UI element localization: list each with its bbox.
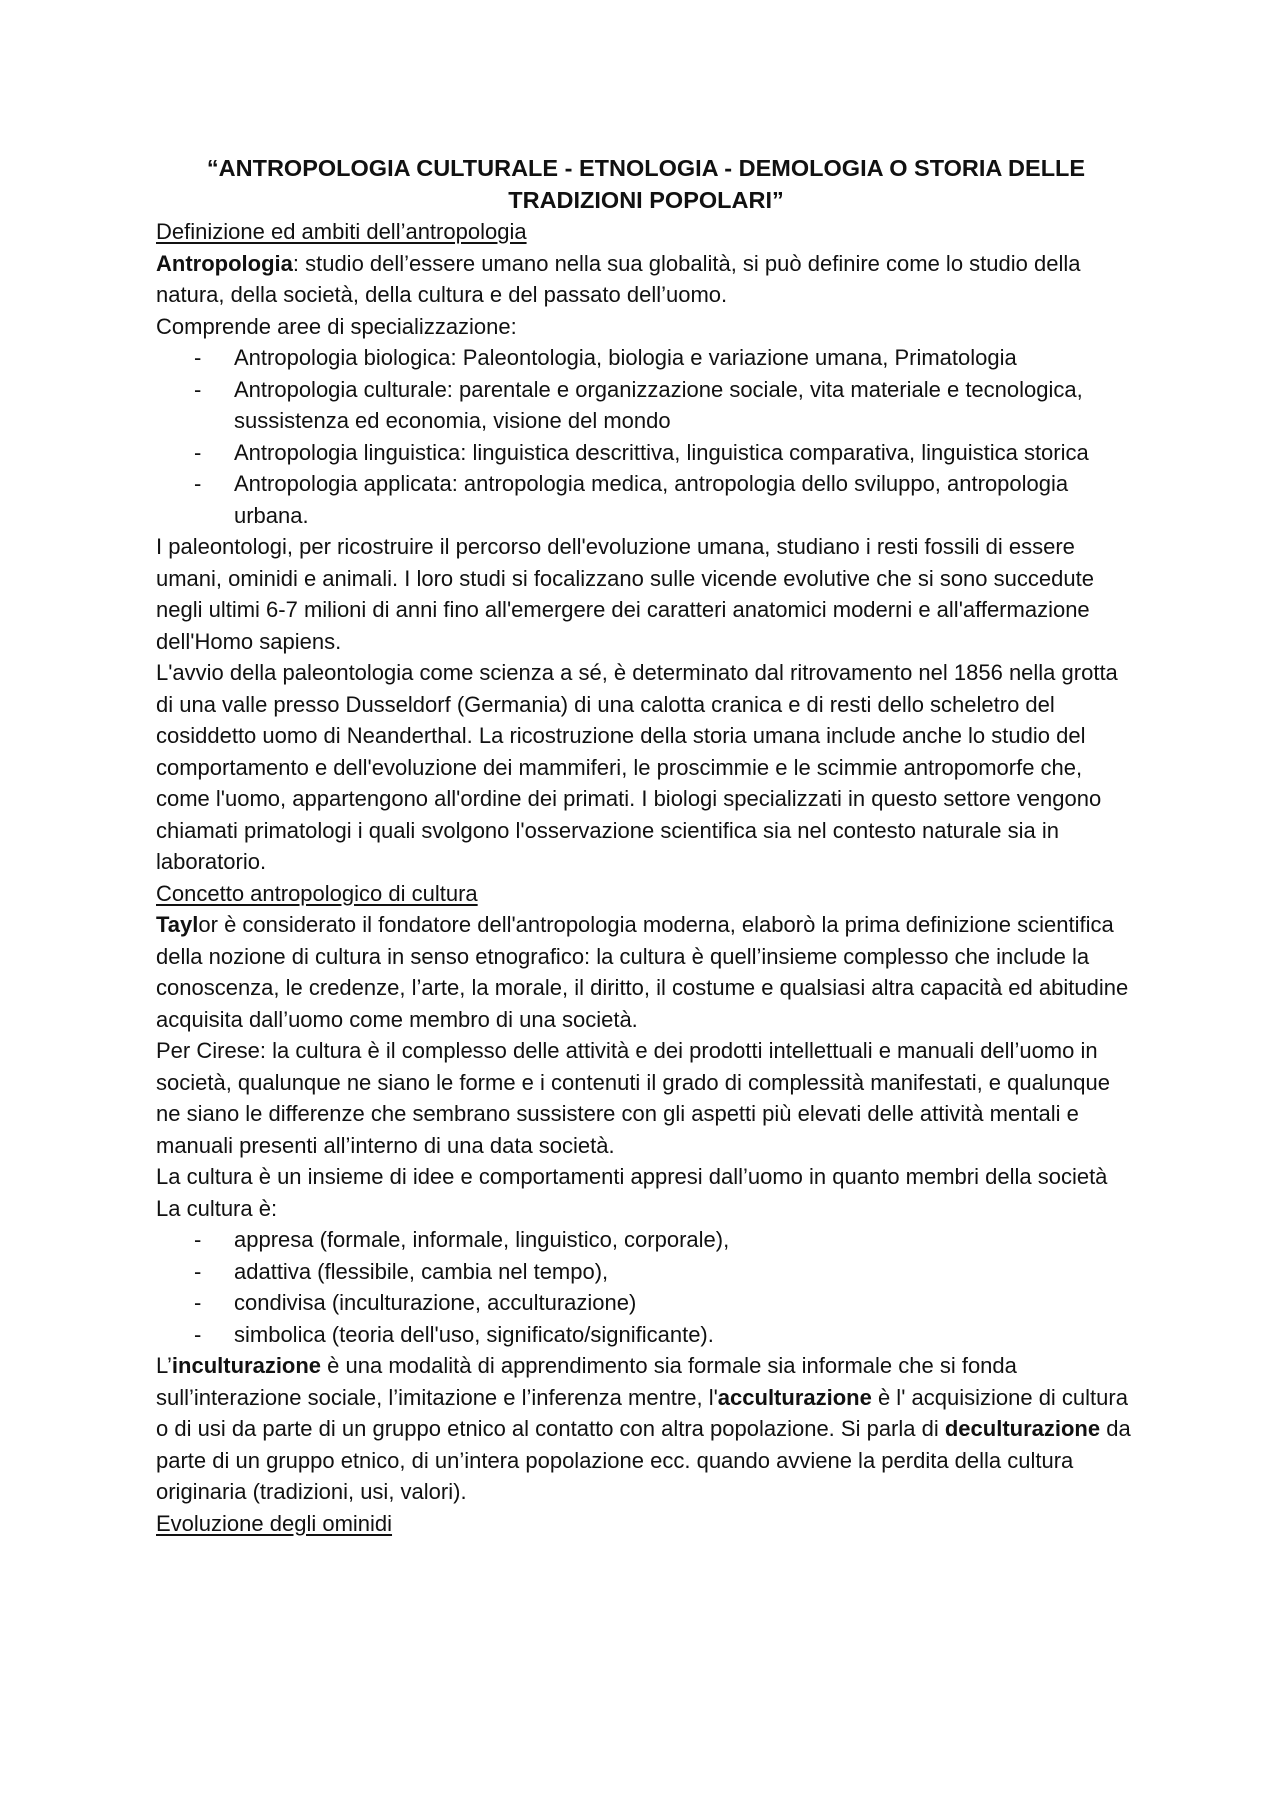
paragraph-avvio-paleontologia: L'avvio della paleontologia come scienza a sé, è determinato dal ritrovamento nel 1856 nella grotta di una valle presso Dusseldorf (Germania) di una calotta cranica e di resti dello scheletro del cosiddetto uomo di Neanderthal. La ricostruzione della storia umana include anche lo studio del comportamento e dell'evoluzione dei mammiferi, le proscimmie e le scimmie antropomorfe che, come l'uomo, appartengono all'ordine dei primati. I biologi specializzati in questo settore vengono chiamati primatologi i quali svolgono l'osservazione scientifica sia nel contesto naturale sia in laboratorio. <box>156 660 1118 874</box>
term-acculturazione: acculturazione <box>717 1384 872 1410</box>
list-item-text: Antropologia culturale: parentale e organizzazione sociale, vita materiale e tecnologica, sussistenza ed economia, visione del mondo <box>234 376 1083 433</box>
list-item-text: appresa (formale, informale, linguistico, corporale), <box>234 1227 730 1252</box>
paragraph-insieme: La cultura è un insieme di idee e comportamenti appresi dall’uomo in quanto membri della società <box>156 1164 1108 1189</box>
list-item <box>156 1224 1136 1256</box>
dash-bullet: - <box>194 1290 202 1315</box>
paragraph-paleontologi: I paleontologi, per ricostruire il percorso dell'evoluzione umana, studiano i resti fossili di essere umani, ominidi e animali. I loro studi si focalizzano sulle vicende evolutive che si sono succedute negli ultimi 6-7 milioni di anni fino all'emergere dei caratteri anatomici moderni e all'affermazione dell'Homo sapiens. <box>156 534 1094 654</box>
term-taylor: Tayl <box>156 912 199 937</box>
text-span: è una modalità di apprendimento sia formale sia informale che si fonda sull’interazione sociale, l’imitazione e l’inferenza mentre, l' <box>156 1353 1017 1410</box>
dash-bullet: - <box>194 1321 202 1347</box>
dash-bullet: - <box>194 376 202 402</box>
list-item <box>156 437 1136 469</box>
list-item-text: Antropologia applicata: antropologia medica, antropologia dello sviluppo, antropologia urbana. <box>234 471 1069 528</box>
dash-bullet: - <box>194 439 202 465</box>
list-item-text: simbolica (teoria dell'uso, significato/significante). <box>234 1321 714 1347</box>
taylor-text: or è considerato il fondatore dell'antropologia moderna, elaborò la prima definizione scientifica della nozione di cultura in senso etnografico: la cultura è quell’insieme complesso che include la conoscenza, le credenze, l’arte, la morale, il diritto, il costume e qualsiasi altra capacità ed abitudine acquisita dall’uomo come membro di una società. <box>156 912 1129 1032</box>
antropologia-definition <box>156 248 1136 311</box>
areas-intro: Comprende aree di specializzazione: <box>156 313 517 339</box>
term-deculturazione: deculturazione <box>944 1416 1101 1441</box>
dash-bullet: - <box>194 1258 202 1284</box>
dash-bullet: - <box>194 345 202 370</box>
dash-bullet: - <box>194 471 202 496</box>
section-heading-cultura: Concetto antropologico di cultura <box>156 880 478 906</box>
areas-list <box>156 342 1136 531</box>
list-item <box>156 1256 1136 1288</box>
term-inculturazione: inculturazione <box>171 1353 322 1378</box>
list-item-text: condivisa (inculturazione, acculturazione) <box>234 1290 637 1315</box>
list-item <box>156 342 1136 374</box>
dash-bullet: - <box>194 1227 202 1252</box>
traits-list <box>156 1224 1136 1350</box>
document-body <box>156 152 1136 1539</box>
text-span: è l' acquisizione di cultura o di usi da parte di un gruppo etnico al contatto con altra popolazione. Si parla di <box>156 1384 1128 1441</box>
list-item <box>156 1287 1136 1319</box>
document-title: “ANTROPOLOGIA CULTURALE - ETNOLOGIA - DEMOLOGIA O STORIA DELLE TRADIZIONI POPOLARI” <box>206 155 1086 213</box>
section-heading-evoluzione: Evoluzione degli ominidi <box>156 1510 393 1536</box>
list-item <box>156 1319 1136 1351</box>
term-antropologia: Antropologia <box>156 250 293 276</box>
traits-intro: La cultura è: <box>156 1195 278 1221</box>
list-item <box>156 374 1136 437</box>
text-span: da parte di un gruppo etnico, di un’intera popolazione ecc. quando avviene la perdita della cultura originaria (tradizioni, usi, valori). <box>156 1416 1131 1504</box>
list-item-text: Antropologia biologica: Paleontologia, biologia e variazione umana, Primatologia <box>234 345 1017 370</box>
list-item <box>156 468 1136 531</box>
text-span: L’ <box>156 1353 172 1378</box>
paragraph-taylor <box>156 909 1136 1035</box>
list-item-text: adattiva (flessibile, cambia nel tempo), <box>234 1258 609 1284</box>
section-heading-definizione: Definizione ed ambiti dell’antropologia <box>156 219 527 244</box>
paragraph-inculturazione <box>156 1350 1136 1508</box>
definition-text: : studio dell’essere umano nella sua globalità, si può definire come lo studio della natura, della società, della cultura e del passato dell’uomo. <box>156 250 1081 307</box>
paragraph-cirese: Per Cirese: la cultura è il complesso delle attività e dei prodotti intellettuali e manuali dell’uomo in società, qualunque ne siano le forme e i contenuti il grado di complessità manifestati, e qualunque ne siano le differenze che sembrano sussistere con gli aspetti più elevati delle attività mentali e manuali presenti all’interno di una data società. <box>156 1038 1110 1158</box>
list-item-text: Antropologia linguistica: linguistica descrittiva, linguistica comparativa, linguistica storica <box>234 439 1089 465</box>
